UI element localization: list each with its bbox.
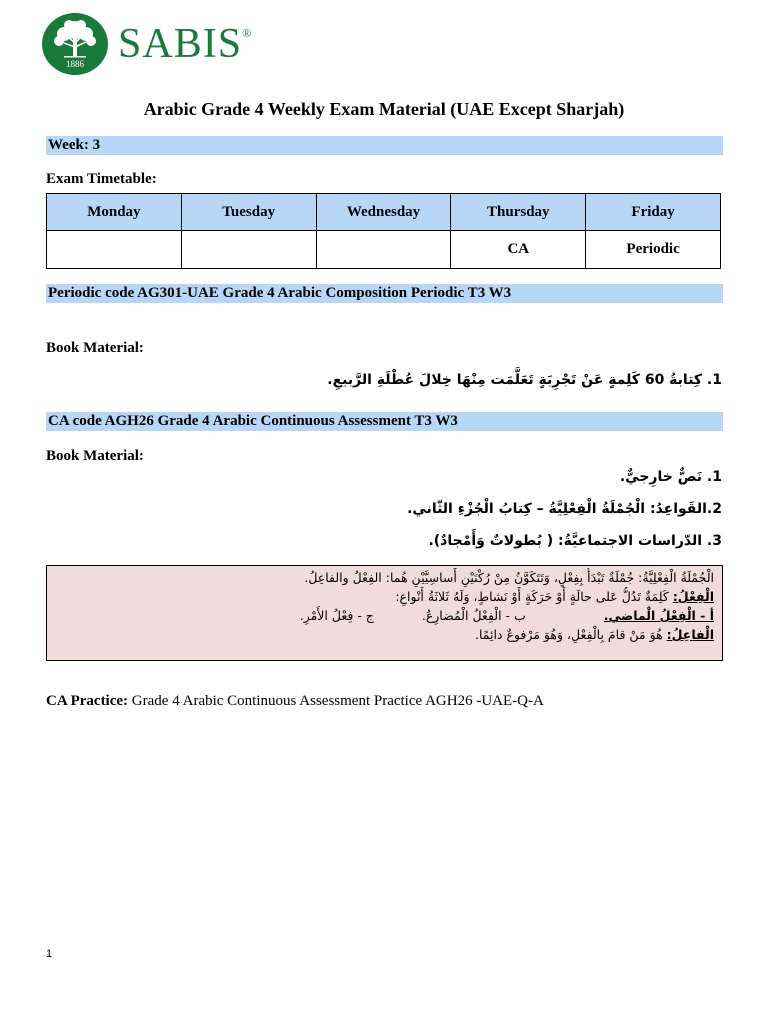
timetable-cell: CA	[451, 231, 586, 269]
timetable-label: Exam Timetable:	[46, 171, 157, 187]
periodic-item: 1. كِتابةُ 60 كَلِمةٍ عَنْ تَجْرِبَةٍ تَعَلَّمَت مِنْهَا خِلالَ عُطْلَةِ الرَّبيعِ.	[327, 372, 722, 388]
brand-name: SABIS®	[118, 21, 253, 67]
exam-timetable	[46, 193, 721, 269]
notes-verb-type: أ - الْفِعْلُ الْماضي.	[603, 608, 714, 623]
page-title: Arabic Grade 4 Weekly Exam Material (UAE Except Sharjah)	[143, 99, 625, 119]
notes-term: الْفِعْلُ:	[672, 589, 714, 604]
page-number: 1	[46, 948, 53, 960]
notes-term: الْفاعِلُ:	[666, 627, 714, 642]
ca-practice-label: CA Practice:	[46, 693, 129, 709]
timetable-day: Wednesday	[316, 194, 451, 231]
periodic-book-label: Book Material:	[46, 340, 144, 356]
timetable-cell	[47, 231, 182, 269]
notes-line: الْجُمْلَةُ الْفِعْلِيَّةُ: جُمْلَةٌ تَبْدَأُ بِفِعْلٍ، وَتَتَكَوَّنُ مِنْ رُكْنَيْنِ أَساسِيَّيْنِ هُما: الفِعْلُ والفاعِلُ.	[304, 570, 714, 585]
ca-item: 2.القَواعِدُ: الْجُمْلَةُ الْفِعْلِيَّةُ – كِتابُ الْجُزْءِ الثّاني.	[407, 501, 722, 517]
timetable-cell	[181, 231, 316, 269]
sabis-logo	[42, 13, 252, 75]
timetable-value-row	[47, 231, 721, 269]
grammar-notes-box	[46, 565, 723, 661]
notes-line: الْفاعِلُ: هُوَ مَنْ قامَ بِالْفِعْلِ، وَهُوَ مَرْفوعٌ دائِمًا.	[474, 627, 714, 642]
ca-item: 1. نَصٌّ خارِجيٌّ.	[619, 469, 722, 485]
ca-code-bar: CA code AGH26 Grade 4 Arabic Continuous Assessment T3 W3	[46, 412, 723, 431]
notes-line	[55, 606, 714, 625]
timetable-day: Friday	[586, 194, 721, 231]
tree-seal-icon	[42, 13, 108, 75]
ca-practice-text: Grade 4 Arabic Continuous Assessment Practice AGH26 -UAE-Q-A	[131, 693, 544, 709]
timetable-day: Thursday	[451, 194, 586, 231]
ca-book-label: Book Material:	[46, 448, 144, 464]
timetable-cell: Periodic	[586, 231, 721, 269]
timetable-day: Monday	[47, 194, 182, 231]
week-bar: Week: 3	[46, 136, 723, 155]
notes-verb-type: ج - فِعْلُ الأَمْرِ.	[299, 608, 374, 623]
notes-line: الْفِعْلُ: كَلِمَةٌ تَدُلُّ عَلى حالَةٍ أَوْ حَرَكَةٍ أَوْ نَشاطٍ، وَلَهُ ثَلاثَةُ أَنْواعٍ:	[395, 589, 714, 604]
ca-practice	[46, 693, 544, 710]
logo-year: 1886	[66, 59, 84, 69]
timetable-cell	[316, 231, 451, 269]
timetable-day: Tuesday	[181, 194, 316, 231]
registered-mark: ®	[242, 26, 253, 40]
ca-item: 3. الدّراسات الاجتماعيَّةُ: ( بُطولاتٌ وَأَمْجادٌ).	[428, 533, 722, 549]
timetable-header-row	[47, 194, 721, 231]
periodic-code-bar: Periodic code AG301-UAE Grade 4 Arabic Composition Periodic T3 W3	[46, 284, 723, 303]
notes-verb-type: ب - الْفِعْلُ الْمُضارِعُ.	[421, 608, 526, 623]
